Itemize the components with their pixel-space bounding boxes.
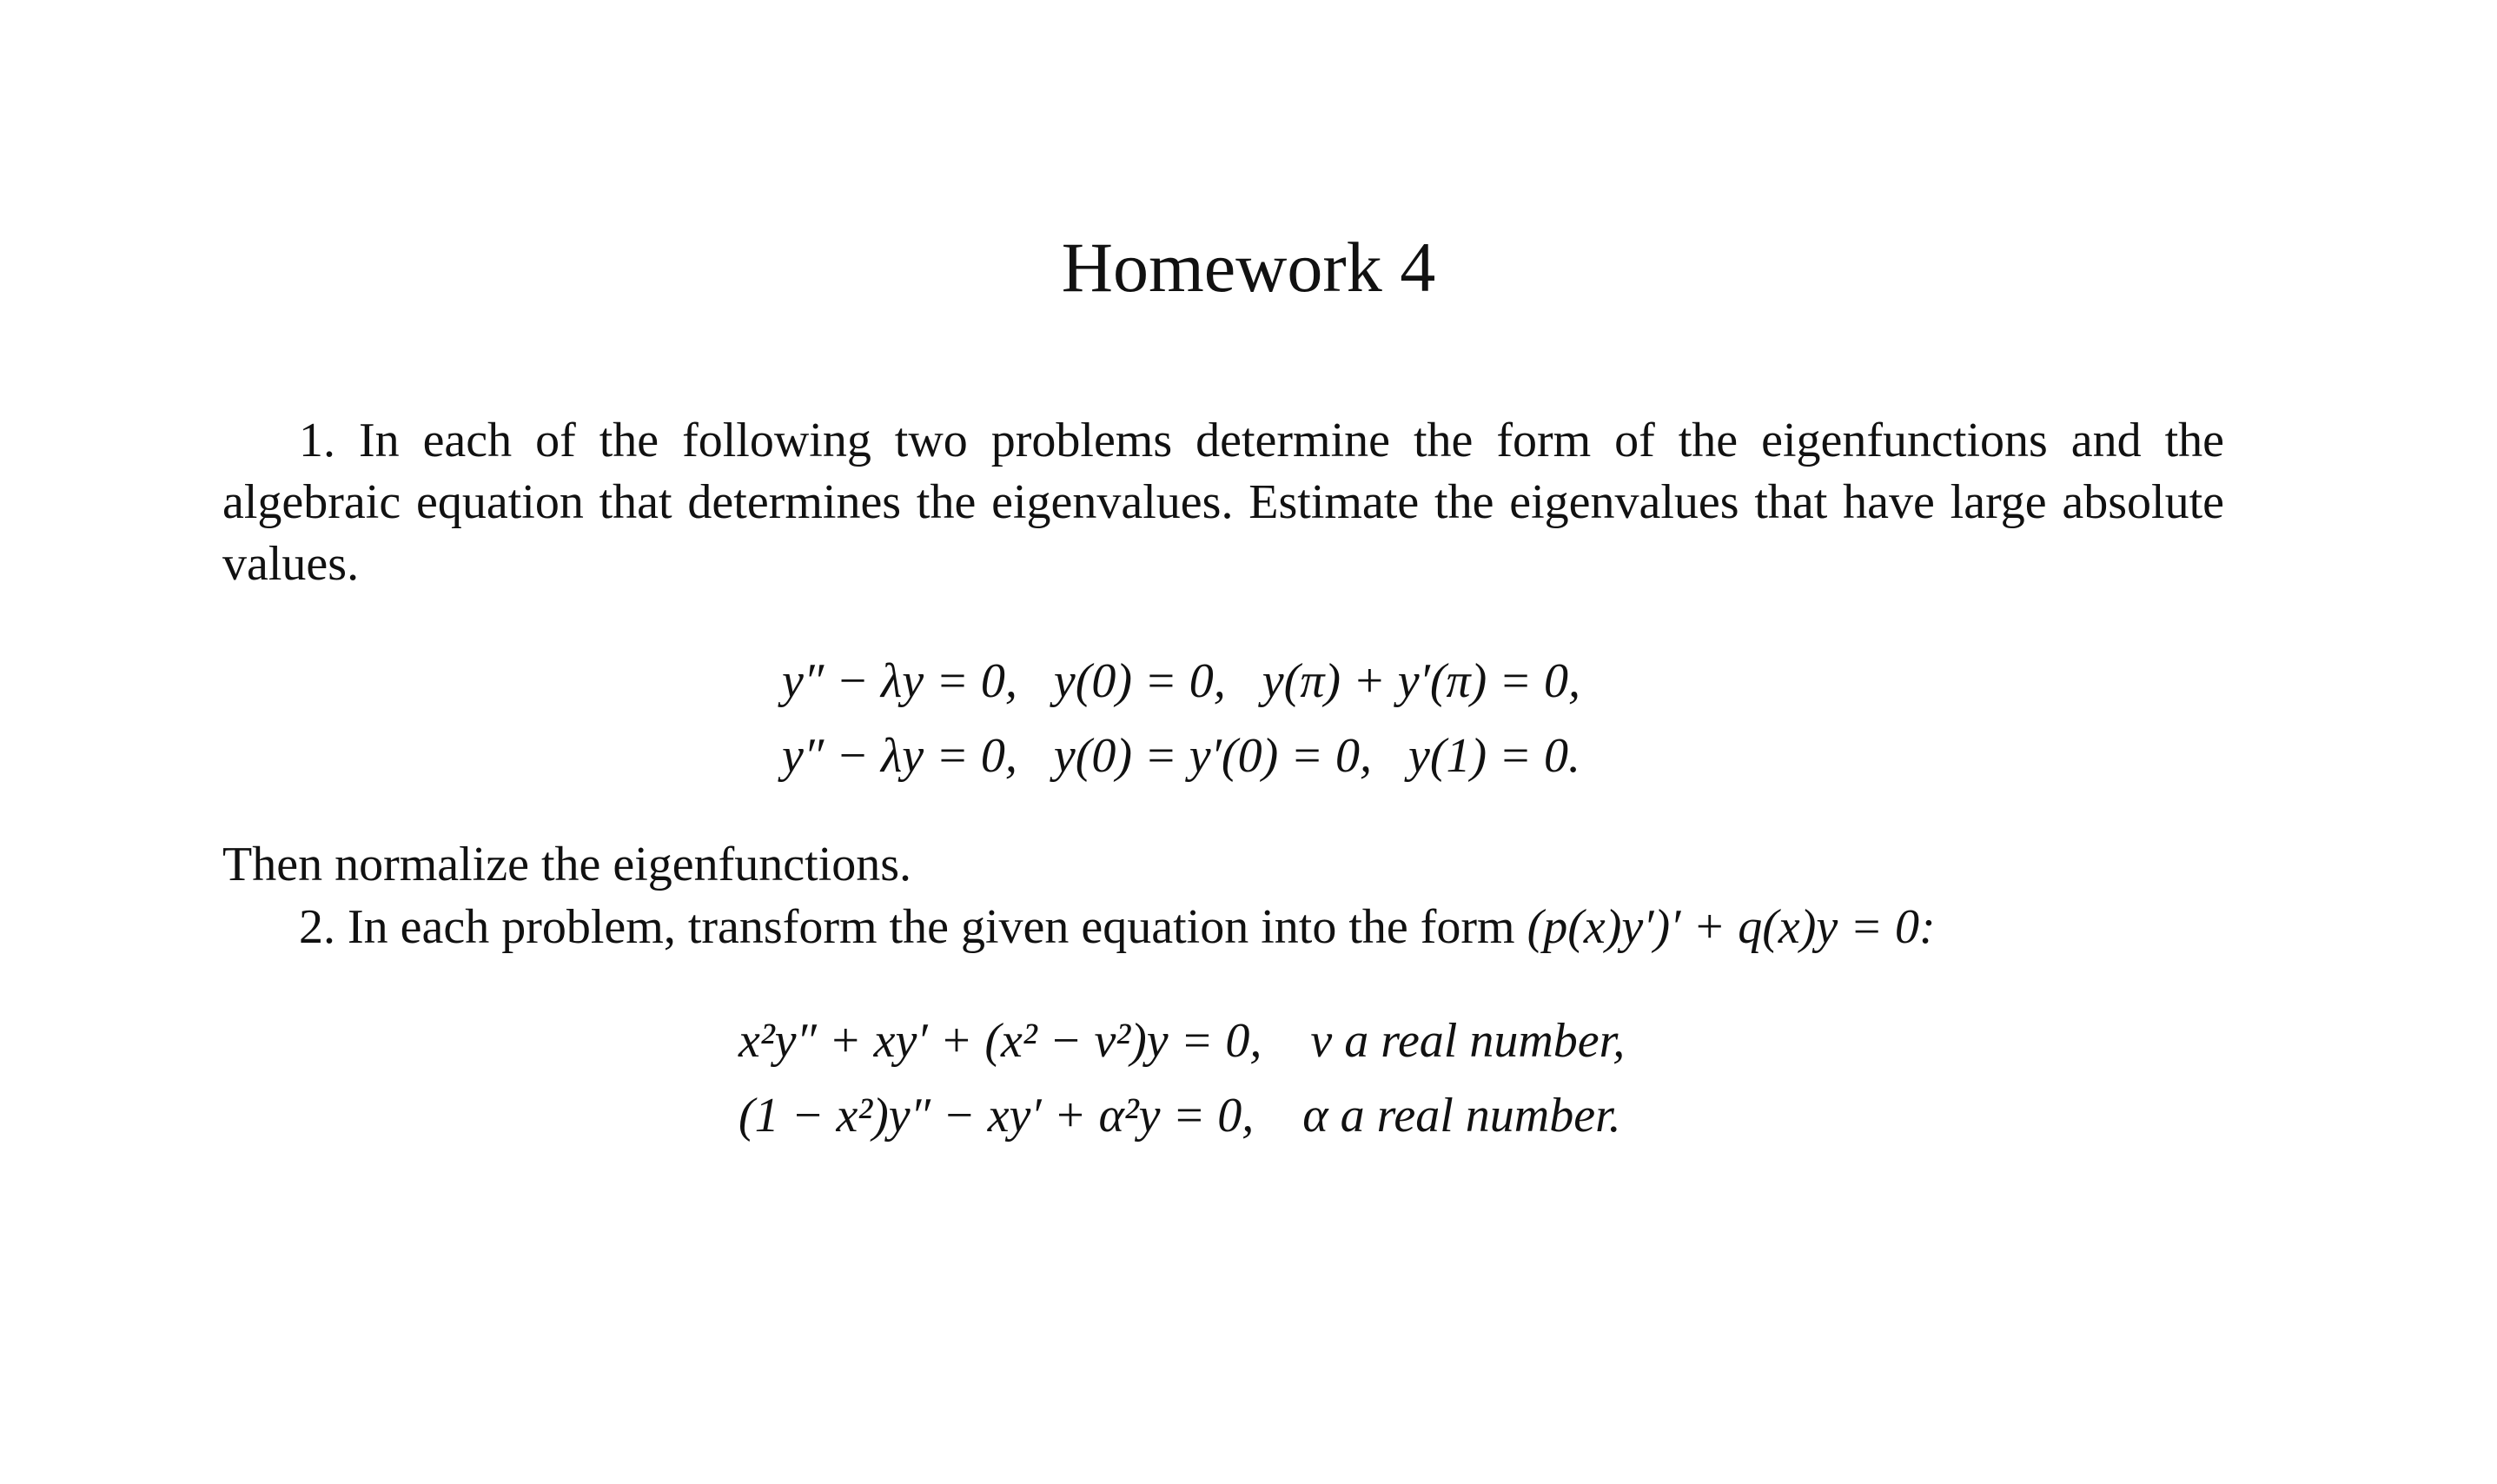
problem-1-followup: Then normalize the eigenfunctions.: [222, 838, 912, 891]
problem-1-equation-2: [782, 721, 1580, 791]
problem-2-intro-text: 2. In each problem, transform the given equation into the form: [299, 900, 1527, 954]
equation-text: (1 − x²)y″ − xy′ + α²y = 0, α a real number.: [739, 1089, 1621, 1143]
problem-2-text: [299, 897, 1936, 958]
problem-1-text: 1. In each of the following two problems determine the form of the eigenfunctions and the algebraic equation that determines the eigenvalues. Estimate the eigenvalues that have large absolute values.: [222, 414, 2224, 591]
equation-text: y″ − λy = 0, y(0) = 0, y(π) + y′(π) = 0,: [782, 654, 1581, 708]
equation-text: y″ − λy = 0, y(0) = y′(0) = 0, y(1) = 0.: [782, 729, 1580, 783]
equation-text: x²y″ + xy′ + (x² − ν²)y = 0, ν a real number,: [739, 1014, 1626, 1068]
problem-2-equation-1: [739, 1006, 1625, 1076]
problem-1-equation-1: [782, 646, 1580, 716]
page-title: Homework 4: [1061, 228, 1436, 307]
problem-2-intro-formula: (p(x)y′)′ + q(x)y = 0:: [1527, 900, 1936, 954]
problem-2-equation-2: [739, 1081, 1621, 1150]
